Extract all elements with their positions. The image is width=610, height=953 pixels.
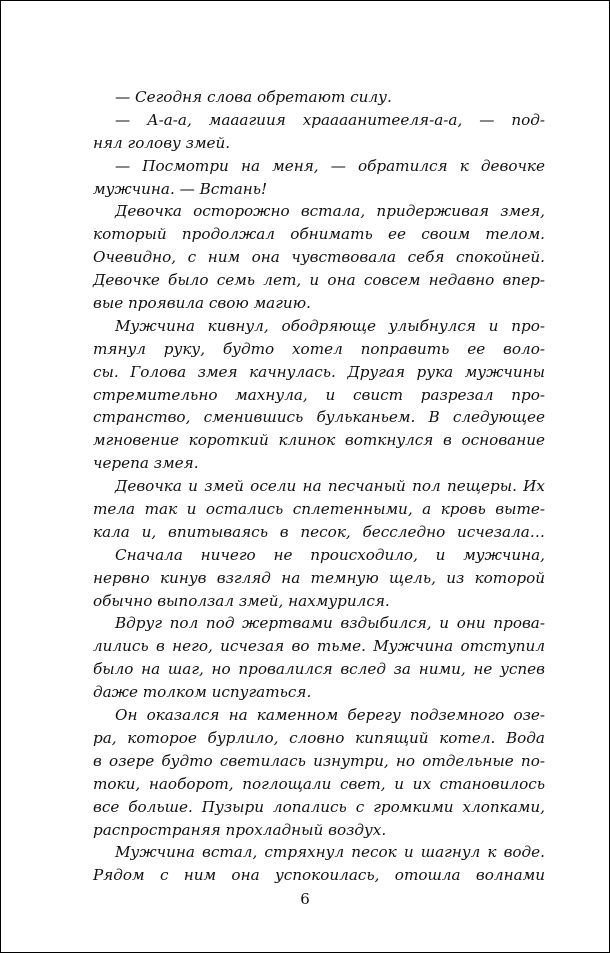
body-text bbox=[93, 86, 545, 887]
text-line: Рядом с ним она успокоилась, отошла волнами bbox=[93, 866, 545, 885]
text-line: ра, которое бурлило, словно кипящий котел. Вода bbox=[93, 728, 545, 747]
text-line: лились в него, исчезая во тьме. Мужчина отступил bbox=[93, 637, 545, 656]
text-line: Он оказался на каменном берегу подземного озе- bbox=[115, 706, 545, 725]
text-line: — А-а-а, мааагиия храааанитееля-а-а, — под- bbox=[115, 110, 545, 129]
text-line: Вдруг пол под жертвами вздыбился, и они прова- bbox=[115, 614, 545, 633]
text-line: который продолжал обнимать ее своим телом. bbox=[93, 225, 545, 244]
text-line: Девочка осторожно встала, придерживая змея, bbox=[115, 202, 545, 221]
text-line: — Сегодня слова обретают силу. bbox=[115, 88, 392, 106]
text-line: Сначала ничего не происходило, и мужчина, bbox=[115, 545, 545, 564]
text-line: Девочке было семь лет, и она совсем недавно впер- bbox=[93, 271, 545, 290]
text-line: было на шаг, но провалился вслед за ними, не успев bbox=[93, 660, 545, 679]
text-line: в озере будто светилась изнутри, но отдельные по- bbox=[93, 751, 545, 770]
text-line: нял голову змей. bbox=[93, 133, 231, 152]
text-line: сы. Голова змея качнулась. Другая рука мужчины bbox=[93, 362, 545, 381]
text-line: — Посмотри на меня, — обратился к девочке bbox=[115, 156, 545, 175]
text-line: все больше. Пузыри лопались с громкими хлопками, bbox=[93, 797, 545, 816]
text-line: стремительно махнула, и свист разрезал про- bbox=[93, 385, 545, 404]
text-line: кала и, впитываясь в песок, бесследно исчезала… bbox=[93, 522, 545, 541]
text-line: мужчина. — Встань! bbox=[93, 179, 268, 198]
text-line: токи, наоборот, поглощали свет, и их становилось bbox=[93, 774, 545, 793]
page-number: 6 bbox=[300, 890, 310, 908]
text-line: обычно выползал змей, нахмурился. bbox=[93, 591, 390, 610]
text-line: Мужчина кивнул, ободряюще улыбнулся и про- bbox=[115, 316, 545, 335]
text-line: вые проявила свою магию. bbox=[93, 294, 311, 313]
text-line: Мужчина встал, стряхнул песок и шагнул к воде. bbox=[115, 843, 545, 862]
text-line: тянул руку, будто хотел поправить ее воло- bbox=[93, 339, 545, 358]
text-line: черепа змея. bbox=[93, 454, 199, 473]
text-line: Очевидно, с ним она чувствовала себя спокойней. bbox=[93, 248, 545, 267]
text-line: мгновение короткий клинок воткнулся в основание bbox=[93, 431, 545, 450]
text-line: тела так и остались сплетенными, а кровь выте- bbox=[93, 500, 545, 519]
text-line: странство, сменившись бульканьем. В следующее bbox=[93, 408, 545, 427]
text-line: нервно кинув взгляд на темную щель, из которой bbox=[93, 568, 545, 587]
text-line: даже толком испугаться. bbox=[93, 683, 312, 702]
text-line: распространяя прохладный воздух. bbox=[93, 820, 387, 839]
text-line: Девочка и змей осели на песчаный пол пещеры. Их bbox=[115, 477, 545, 496]
